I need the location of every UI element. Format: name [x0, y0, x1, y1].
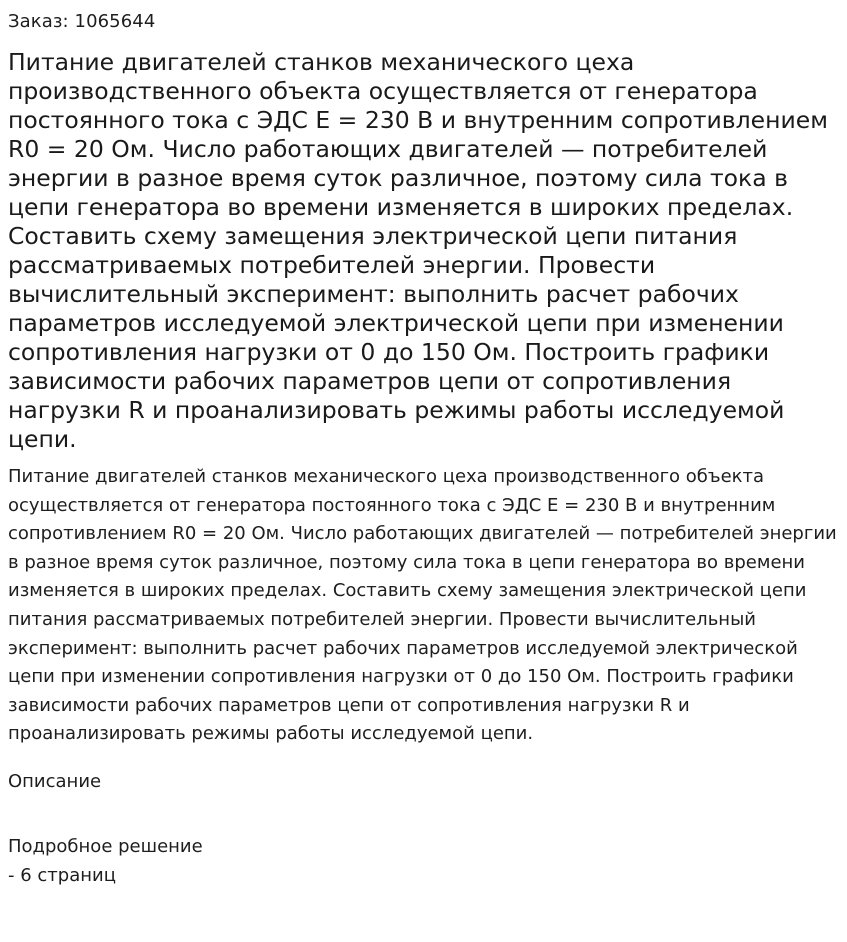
description-heading: Описание [8, 770, 102, 792]
solution-info [8, 832, 839, 890]
order-number: Заказ: 1065644 [8, 11, 156, 32]
task-title: Питание двигателей станков механического цеха производственного объекта осуществляется от генератора постоянного тока с ЭДС E = 230 В и внутренним сопротивлением R0 = 20 Ом. Число работающих двигателей — потребителей энергии в разное время суток различное, поэтому сила тока в цепи генератора во времени изменяется в широких пределах. Составить схему замещения электрической цепи питания рассматриваемых потребителей энергии. Провести вычислительный эксперимент: выполнить расчет рабочих параметров исследуемой электрической цепи при изменении сопротивления нагрузки от 0 до 150 Ом. Построить графики зависимости рабочих параметров цепи от сопротивления нагрузки R и проанализировать режимы работы исследуемой цепи. [8, 48, 828, 453]
solution-label: Подробное решение [8, 835, 203, 857]
task-description: Питание двигателей станков механического цеха производственного объекта осуществляется от генератора постоянного тока с ЭДС E = 230 В и внутренним сопротивлением R0 = 20 Ом. Число работающих двигателей — потребителей энергии в разное время суток различное, поэтому сила тока в цепи генератора во времени изменяется в широких пределах. Составить схему замещения электрической цепи питания рассматриваемых потребителей энергии. Провести вычислительный эксперимент: выполнить расчет рабочих параметров исследуемой электрической цепи при изменении сопротивления нагрузки от 0 до 150 Ом. Построить графики зависимости рабочих параметров цепи от сопротивления нагрузки R и проанализировать режимы работы исследуемой цепи. [8, 466, 837, 745]
solution-pages: - 6 страниц [8, 864, 116, 886]
